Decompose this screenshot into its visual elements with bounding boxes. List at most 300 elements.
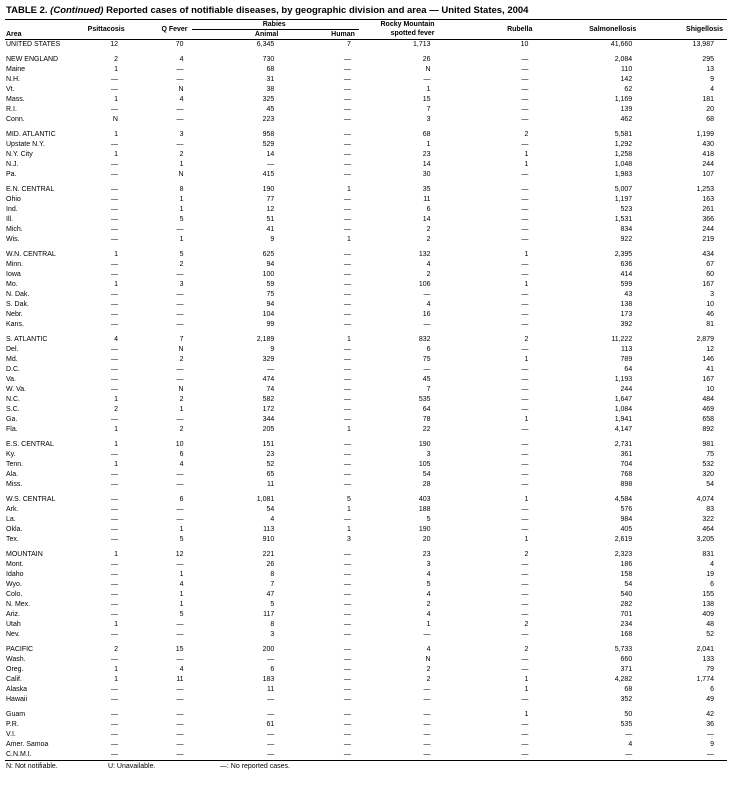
value-cell: 4 [426,571,431,578]
value-cell: 2 [179,261,184,268]
table-row [5,345,727,355]
value-cell: 6 [179,451,184,458]
table-body [5,40,727,761]
value-cell: — [521,321,529,328]
value-cell: 20 [422,536,431,543]
value-cell: 418 [702,151,714,158]
value-cell: — [343,721,351,728]
value-cell: 1 [346,336,351,343]
area-cell: W.N. CENTRAL [6,251,56,258]
value-cell: 4,282 [614,676,633,683]
value-cell: — [110,516,118,523]
value-cell: — [343,96,351,103]
value-cell: 1 [346,426,351,433]
value-cell: 8 [270,621,275,628]
value-cell: — [110,601,118,608]
value-cell: 1 [524,161,529,168]
value-cell: — [343,741,351,748]
value-cell: — [267,696,275,703]
value-cell: — [521,171,529,178]
value-cell: 43 [624,291,633,298]
value-cell: 48 [706,621,714,628]
area-cell: E.S. CENTRAL [6,441,54,448]
area-cell: Nebr. [6,311,23,318]
value-cell: — [176,621,184,628]
area-cell: Fla. [6,426,18,433]
value-cell: 2 [524,551,529,558]
value-cell: 74 [266,386,275,393]
value-cell: 94 [266,261,275,268]
value-cell: — [521,506,529,513]
value-cell: 3 [270,631,275,638]
rmsf-line2: spotted fever [390,29,435,37]
value-cell: 6 [179,496,184,503]
value-cell: — [625,751,633,758]
value-cell: — [521,311,529,318]
value-cell: — [343,601,351,608]
value-cell: 7 [270,581,275,588]
value-cell: 188 [418,506,431,513]
table-row [5,355,727,365]
value-cell: — [343,676,351,683]
table-row [5,95,727,105]
value-cell: — [521,406,529,413]
value-cell: — [521,561,529,568]
value-cell: 31 [266,76,275,83]
value-cell: — [521,76,529,83]
value-cell: 4 [179,581,184,588]
value-cell: 2 [179,356,184,363]
value-cell: — [707,731,714,738]
table-row [5,205,727,215]
value-cell: — [343,451,351,458]
value-cell: 3 [179,131,184,138]
table-row [5,710,727,720]
value-cell: 68 [422,131,431,138]
value-cell: 636 [620,261,633,268]
value-cell: — [343,666,351,673]
table-row [5,395,727,405]
value-cell: — [521,196,529,203]
value-cell: 1 [426,621,431,628]
value-cell: 64 [624,366,633,373]
col-header-rocky-mountain-spotted-fever [359,20,439,40]
table-row [5,105,727,115]
value-cell: 1 [179,571,184,578]
value-cell: N [425,66,431,73]
area-cell: S.C. [6,406,20,413]
value-cell: 2 [426,271,431,278]
value-cell: — [423,731,431,738]
value-cell: — [423,711,431,718]
value-cell: — [343,631,351,638]
value-cell: — [110,451,118,458]
value-cell: — [176,321,184,328]
value-cell: 2,189 [256,336,275,343]
table-row [5,695,727,705]
table-row [5,720,727,730]
value-cell: — [343,561,351,568]
value-cell: 107 [702,171,714,178]
value-cell: — [176,561,184,568]
value-cell: — [343,386,351,393]
table-row [5,195,727,205]
area-cell: Iowa [6,271,21,278]
value-cell: 484 [702,396,714,403]
value-cell: 7 [179,336,184,343]
value-cell: 38 [266,86,275,93]
value-cell: — [423,631,431,638]
value-cell: 1 [346,506,351,513]
value-cell: — [343,196,351,203]
value-cell: — [176,711,184,718]
value-cell: 2 [524,336,529,343]
value-cell: 200 [262,646,275,653]
value-cell: 9 [270,346,275,353]
value-cell: 12 [175,551,184,558]
value-cell: — [521,366,529,373]
value-cell: — [110,386,118,393]
table-row [5,525,727,535]
value-cell: 1 [179,406,184,413]
value-cell: 1 [114,676,118,683]
value-cell: 41 [706,366,714,373]
value-cell: 23 [266,451,275,458]
value-cell: 1 [114,281,118,288]
value-cell: 9 [270,236,275,243]
value-cell: 167 [702,281,714,288]
value-cell: — [176,516,184,523]
col-header-rubella: Rubella [439,20,537,40]
table-row [5,40,727,51]
area-cell: Tex. [6,536,19,543]
value-cell: — [343,216,351,223]
value-cell: — [521,571,529,578]
value-cell: — [267,731,275,738]
value-cell: 5 [426,581,431,588]
value-cell: 4 [426,591,431,598]
area-cell: MOUNTAIN [6,551,43,558]
value-cell: — [521,106,529,113]
value-cell: 2 [179,151,184,158]
value-cell: — [176,741,184,748]
value-cell: 1 [179,526,184,533]
value-cell: — [267,161,275,168]
value-cell: — [343,356,351,363]
value-cell: 660 [620,656,633,663]
value-cell: — [176,226,184,233]
value-cell: — [521,441,529,448]
value-cell: 221 [262,551,275,558]
value-cell: — [521,751,529,758]
value-cell: 329 [262,356,275,363]
value-cell: 1,258 [614,151,633,158]
value-cell: 22 [422,426,431,433]
value-cell: 36 [706,721,714,728]
table-row [5,150,727,160]
table-row [5,495,727,505]
value-cell: 181 [702,96,714,103]
table-row [5,300,727,310]
table-row [5,730,727,740]
value-cell: 8 [179,186,184,193]
value-cell: — [176,481,184,488]
area-cell: La. [6,516,16,523]
value-cell: — [521,141,529,148]
table-row [5,560,727,570]
value-cell: — [521,581,529,588]
value-cell: — [343,441,351,448]
table-row [5,665,727,675]
area-cell: Del. [6,346,19,353]
value-cell: — [521,721,529,728]
value-cell: — [343,646,351,653]
area-cell: Mo. [6,281,18,288]
value-cell: 12 [110,41,118,48]
value-cell: — [110,591,118,598]
value-cell: — [521,346,529,353]
value-cell: 344 [262,416,275,423]
value-cell: 16 [422,311,431,318]
value-cell: — [176,116,184,123]
area-cell: C.N.M.I. [6,751,32,758]
area-cell: S. ATLANTIC [6,336,48,343]
value-cell: — [521,666,529,673]
value-cell: — [423,291,431,298]
value-cell: 51 [266,216,275,223]
area-cell: Upstate N.Y. [6,141,45,148]
value-cell: — [521,461,529,468]
value-cell: — [521,56,529,63]
value-cell: 3 [426,561,431,568]
value-cell: 11 [266,686,275,693]
value-cell: — [176,506,184,513]
value-cell: 1,081 [256,496,275,503]
area-cell: Miss. [6,481,23,488]
value-cell: 1,531 [614,216,633,223]
table-row [5,160,727,170]
value-cell: 1 [114,621,118,628]
value-cell: 599 [620,281,633,288]
value-cell: 1 [114,396,118,403]
value-cell: 50 [624,711,633,718]
value-cell: 352 [620,696,633,703]
table-row [5,460,727,470]
value-cell: — [110,631,118,638]
value-cell: 41,660 [610,41,633,48]
value-cell: 6 [426,206,431,213]
area-cell: Nev. [6,631,20,638]
area-cell: Ariz. [6,611,20,618]
value-cell: 244 [702,161,714,168]
value-cell: 1,292 [614,141,633,148]
area-cell: E.N. CENTRAL [6,186,55,193]
value-cell: — [521,656,529,663]
area-cell: Va. [6,376,16,383]
value-cell: — [343,656,351,663]
col-header-q-fever: Q Fever [126,20,192,40]
value-cell: — [521,261,529,268]
value-cell: 190 [262,186,275,193]
value-cell: 730 [262,56,275,63]
area-cell: P.R. [6,721,19,728]
value-cell: — [343,376,351,383]
table-row [5,170,727,180]
value-cell: 11 [266,481,275,488]
value-cell: 6,345 [256,41,275,48]
value-cell: 1 [346,526,351,533]
table-row [5,270,727,280]
value-cell: — [176,66,184,73]
value-cell: 1 [524,676,529,683]
value-cell: — [343,261,351,268]
value-cell: — [343,581,351,588]
value-cell: 10 [175,441,184,448]
value-cell: 1,253 [696,186,714,193]
value-cell: 1 [524,496,529,503]
value-cell: — [110,106,118,113]
value-cell: 2 [114,646,118,653]
value-cell: — [110,611,118,618]
area-cell: Oreg. [6,666,24,673]
value-cell: 4 [426,301,431,308]
value-cell: 186 [620,561,633,568]
table-title [5,4,727,20]
value-cell: — [110,141,118,148]
value-cell: 54 [422,471,431,478]
area-cell: Mich. [6,226,23,233]
value-cell: — [110,656,118,663]
value-cell: 2 [524,131,529,138]
value-cell: — [521,471,529,478]
value-cell: 5 [179,536,184,543]
value-cell: 11,222 [611,336,633,343]
value-cell: — [343,751,351,758]
value-cell: 405 [620,526,633,533]
value-cell: 138 [620,301,633,308]
table-row [5,280,727,290]
value-cell: — [521,226,529,233]
value-cell: 1 [426,86,431,93]
value-cell: — [176,311,184,318]
value-cell: 2,395 [614,251,633,258]
table-row [5,440,727,450]
value-cell: — [110,721,118,728]
value-cell: — [521,116,529,123]
value-cell: 831 [702,551,714,558]
value-cell: 2 [426,676,431,683]
value-cell: — [521,696,529,703]
table-row [5,320,727,330]
value-cell: 11 [423,196,431,203]
value-cell: 2,041 [696,646,714,653]
value-cell: 113 [263,526,275,533]
area-cell: Minn. [6,261,24,268]
area-cell: Ark. [6,506,19,513]
value-cell: — [110,526,118,533]
value-cell: — [176,721,184,728]
value-cell: 41 [266,226,275,233]
value-cell: 2 [114,406,118,413]
value-cell: 138 [702,601,714,608]
value-cell: — [176,271,184,278]
value-cell: — [176,416,184,423]
value-cell: 981 [702,441,714,448]
value-cell: 14 [266,151,275,158]
value-cell: 10 [706,301,714,308]
value-cell: 2 [524,621,529,628]
value-cell: 6 [710,686,714,693]
value-cell: 282 [620,601,633,608]
value-cell: 117 [263,611,275,618]
value-cell: 1,169 [614,96,633,103]
area-cell: Idaho [6,571,24,578]
value-cell: — [521,386,529,393]
value-cell: 366 [702,216,714,223]
table-row [5,580,727,590]
value-cell: — [343,591,351,598]
value-cell: — [110,346,118,353]
value-cell: — [343,161,351,168]
value-cell: 1,199 [696,131,714,138]
value-cell: — [110,271,118,278]
table-row [5,415,727,425]
value-cell: 12 [706,346,714,353]
area-cell: W.S. CENTRAL [6,496,56,503]
value-cell: 9 [710,76,714,83]
value-cell: 322 [702,516,714,523]
value-cell: — [343,686,351,693]
value-cell: — [176,656,184,663]
value-cell: 2,879 [696,336,714,343]
value-cell: — [521,516,529,523]
value-cell: — [343,696,351,703]
value-cell: 469 [702,406,714,413]
value-cell: — [110,496,118,503]
value-cell: — [625,731,633,738]
value-cell: — [176,686,184,693]
value-cell: — [110,86,118,93]
table-row [5,65,727,75]
value-cell: 2 [426,601,431,608]
area-cell: Okla. [6,526,23,533]
table-row [5,655,727,665]
area-cell: Vt. [6,86,15,93]
value-cell: 4 [628,741,633,748]
value-cell: 5,007 [614,186,633,193]
value-cell: 168 [620,631,633,638]
value-cell: 151 [262,441,275,448]
value-cell: 3 [426,451,431,458]
value-cell: 1 [114,426,118,433]
value-cell: 430 [702,141,714,148]
value-cell: — [521,611,529,618]
value-cell: 1 [114,551,118,558]
value-cell: — [110,311,118,318]
value-cell: 4,147 [614,426,633,433]
value-cell: 7 [346,41,351,48]
table-row [5,610,727,620]
value-cell: 15 [422,96,431,103]
value-cell: 5 [346,496,351,503]
value-cell: 49 [706,696,714,703]
table-title-label: TABLE 2. [6,5,48,16]
table-row [5,505,727,515]
table-title-continued: (Continued) [50,5,104,16]
value-cell: 106 [418,281,431,288]
value-cell: N [425,656,431,663]
value-cell: 54 [624,581,633,588]
